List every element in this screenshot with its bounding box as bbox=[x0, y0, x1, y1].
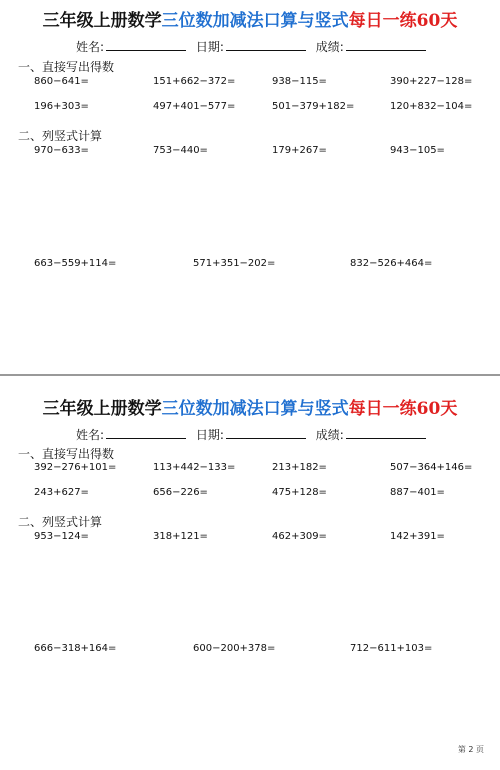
name-label: 姓名: bbox=[76, 428, 105, 442]
title-part-topic: 三位数加减法口算与竖式 bbox=[161, 399, 349, 419]
problem: 142+391= bbox=[390, 531, 445, 542]
score-field[interactable] bbox=[316, 38, 426, 55]
problem: 501−379+182= bbox=[272, 101, 355, 112]
problem: 943−105= bbox=[390, 145, 445, 156]
problem: 497+401−577= bbox=[153, 101, 236, 112]
title-part-grade: 三年级上册数学 bbox=[42, 399, 162, 419]
section-mental-math-title: 一、直接写出得数 bbox=[18, 60, 115, 74]
section-mental-math-title: 一、直接写出得数 bbox=[18, 447, 115, 461]
problem: 953−124= bbox=[34, 531, 89, 542]
name-field[interactable] bbox=[76, 38, 186, 55]
problem: 938−115= bbox=[272, 76, 327, 87]
problem: 887−401= bbox=[390, 487, 445, 498]
score-label: 成绩: bbox=[315, 428, 344, 442]
name-label: 姓名: bbox=[76, 40, 105, 54]
problem: 179+267= bbox=[272, 145, 327, 156]
name-blank[interactable] bbox=[106, 428, 186, 439]
problem: 213+182= bbox=[272, 462, 327, 473]
worksheet-2 bbox=[0, 388, 500, 758]
problem: 663−559+114= bbox=[34, 258, 117, 269]
date-label: 日期: bbox=[195, 428, 224, 442]
title-part-daily: 每日一练60天 bbox=[348, 399, 458, 419]
problem: 832−526+464= bbox=[350, 258, 433, 269]
date-label: 日期: bbox=[195, 40, 224, 54]
problem: 712−611+103= bbox=[350, 643, 433, 654]
problem: 666−318+164= bbox=[34, 643, 117, 654]
problem: 196+303= bbox=[34, 101, 89, 112]
problem: 390+227−128= bbox=[390, 76, 473, 87]
worksheet-title bbox=[0, 6, 500, 31]
name-blank[interactable] bbox=[106, 40, 186, 51]
problem: 860−641= bbox=[34, 76, 89, 87]
problem: 571+351−202= bbox=[193, 258, 276, 269]
name-field[interactable] bbox=[76, 426, 186, 443]
score-field[interactable] bbox=[316, 426, 426, 443]
problem: 120+832−104= bbox=[390, 101, 473, 112]
problem: 151+662−372= bbox=[153, 76, 236, 87]
date-blank[interactable] bbox=[226, 40, 306, 51]
section-vertical-calc-title: 二、列竖式计算 bbox=[18, 129, 103, 143]
title-part-topic: 三位数加减法口算与竖式 bbox=[161, 11, 349, 31]
problem: 318+121= bbox=[153, 531, 208, 542]
section-vertical-calc-title: 二、列竖式计算 bbox=[18, 515, 103, 529]
score-blank[interactable] bbox=[346, 40, 426, 51]
problem: 243+627= bbox=[34, 487, 89, 498]
problem: 475+128= bbox=[272, 487, 327, 498]
date-field[interactable] bbox=[196, 38, 306, 55]
worksheet-title bbox=[0, 394, 500, 419]
score-blank[interactable] bbox=[346, 428, 426, 439]
title-part-grade: 三年级上册数学 bbox=[42, 11, 162, 31]
problem: 392−276+101= bbox=[34, 462, 117, 473]
problem: 970−633= bbox=[34, 145, 89, 156]
problem: 113+442−133= bbox=[153, 462, 236, 473]
problem: 600−200+378= bbox=[193, 643, 276, 654]
page-number: 第 2 页 bbox=[457, 745, 484, 754]
student-info-row bbox=[76, 426, 432, 443]
page-divider bbox=[0, 374, 500, 376]
title-part-daily: 每日一练60天 bbox=[348, 11, 458, 31]
problem: 656−226= bbox=[153, 487, 208, 498]
score-label: 成绩: bbox=[315, 40, 344, 54]
date-field[interactable] bbox=[196, 426, 306, 443]
student-info-row bbox=[76, 38, 432, 55]
date-blank[interactable] bbox=[226, 428, 306, 439]
problem: 753−440= bbox=[153, 145, 208, 156]
worksheet-1 bbox=[0, 0, 500, 370]
problem: 507−364+146= bbox=[390, 462, 473, 473]
problem: 462+309= bbox=[272, 531, 327, 542]
